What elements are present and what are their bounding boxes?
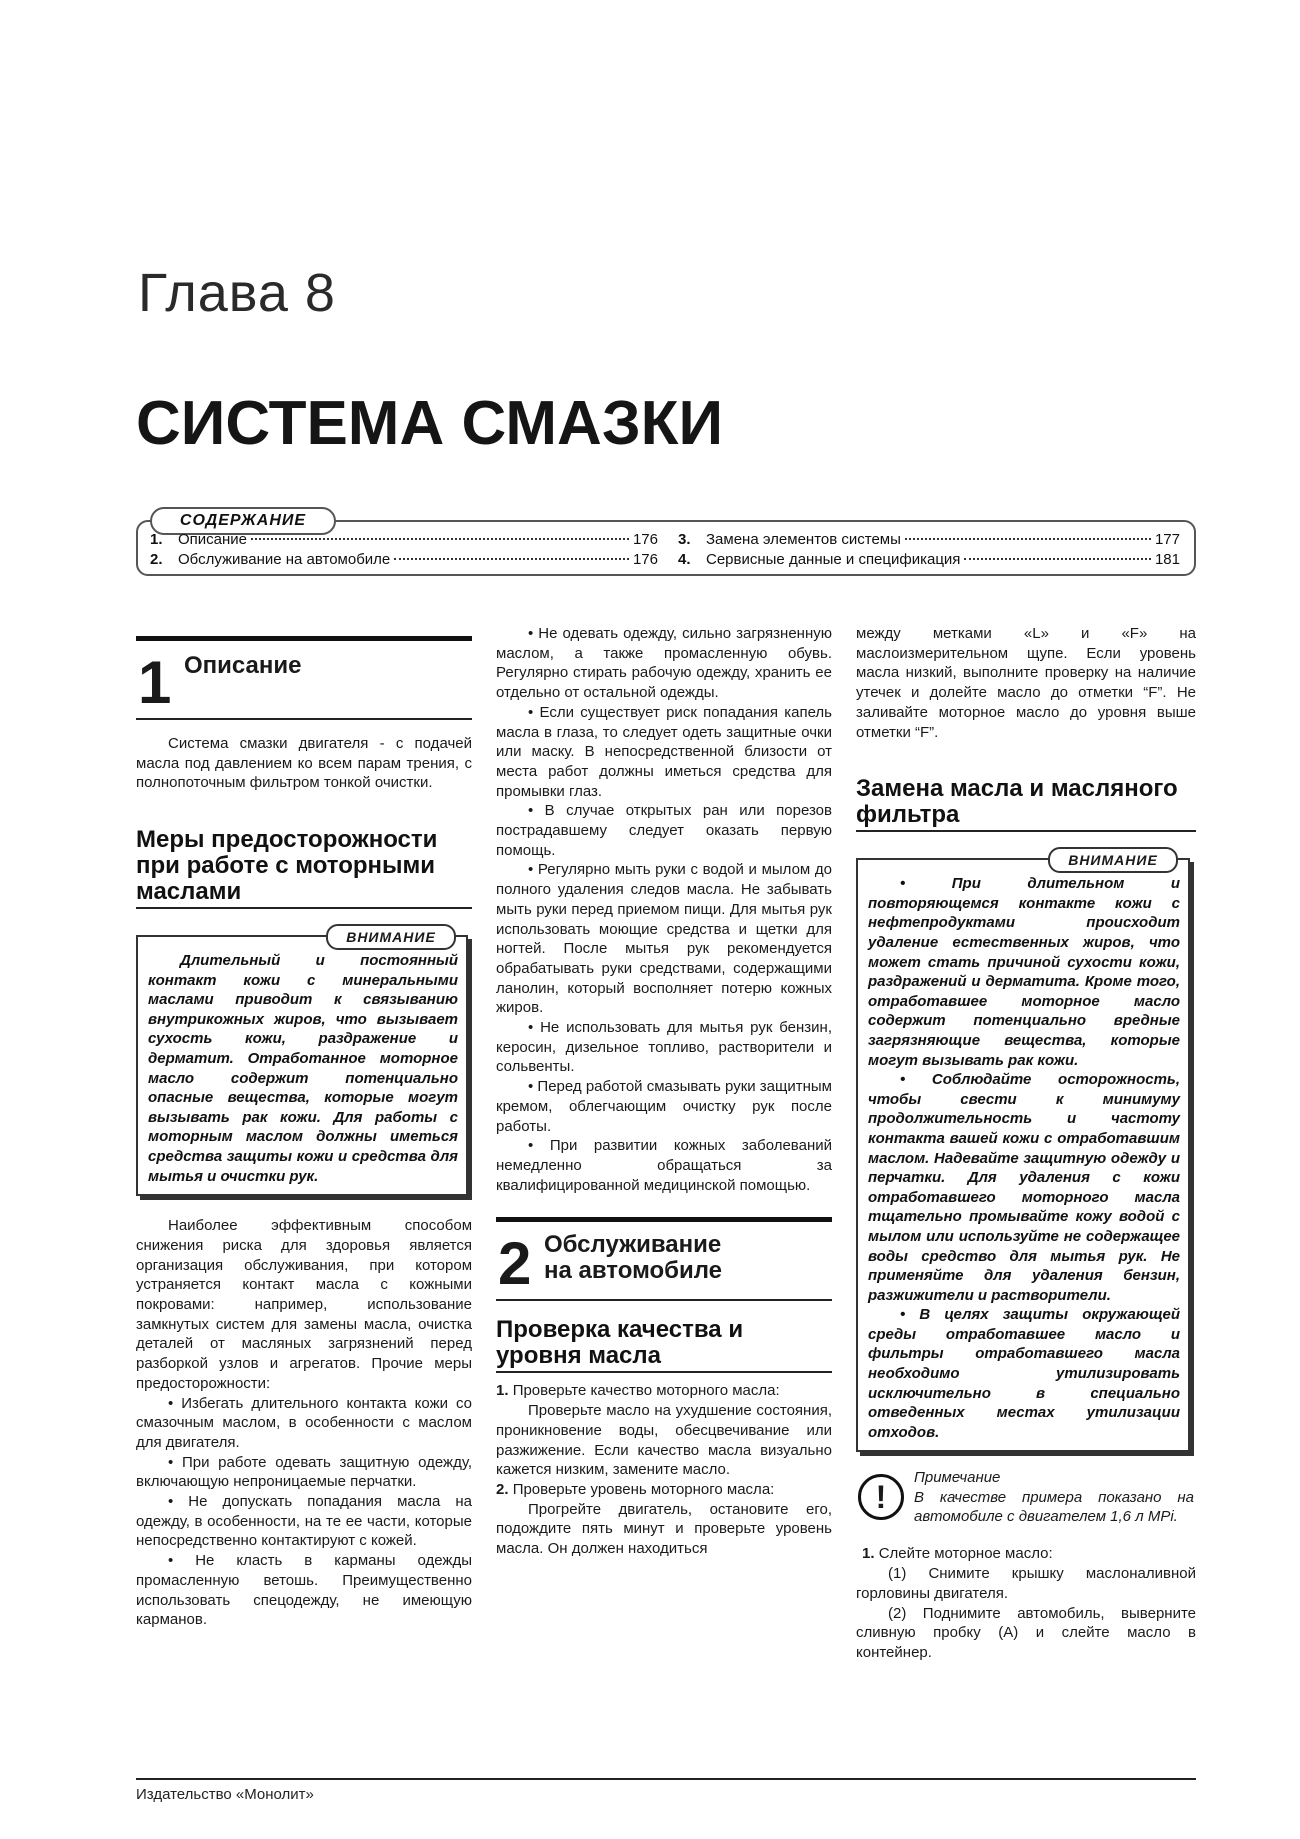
- toc-leader: [964, 558, 1151, 560]
- column-3: [856, 624, 1196, 1663]
- section-number: 2: [498, 1230, 532, 1298]
- column-1: [136, 636, 472, 1630]
- toc-label: Замена элементов системы: [706, 531, 901, 548]
- section-title: на автомобиле: [544, 1257, 723, 1285]
- warning-text: • В целях защиты окружающей среды отработавшее масло и фильтры отработавшего масла необходимо утилизировать исключительно в специально отведенных местах утилизации отходов.: [868, 1306, 1180, 1441]
- substep-item: (2) Поднимите автомобиль, выверните сливную пробку (А) и слейте масло в контейнер.: [856, 1604, 1196, 1661]
- bullet-item: • Не использовать для мытья рук бензин, керосин, дизельное топливо, растворители и сольвенты.: [496, 1019, 832, 1076]
- toc-label: Обслуживание на автомобиле: [178, 551, 391, 568]
- step-item: [856, 1544, 1196, 1564]
- bullet-item: • Избегать длительного контакта кожи со смазочным маслом, в особенности с маслом для двигателя.: [136, 1394, 472, 1451]
- contents-tag: СОДЕРЖАНИЕ: [150, 507, 336, 535]
- step-number: 1.: [862, 1545, 875, 1563]
- chapter-label: Глава 8: [138, 263, 336, 323]
- section-number: 1: [138, 649, 172, 716]
- toc-leader: [394, 558, 629, 560]
- note-title: Примечание: [914, 1469, 1001, 1487]
- section-2-header: [496, 1217, 832, 1301]
- step-text: Проверьте качество моторного масла:: [512, 1382, 780, 1400]
- note-text: В качестве примера показано на автомобиле с двигателем 1,6 л MPi.: [914, 1489, 1194, 1526]
- toc-num: 3.: [678, 531, 691, 548]
- warning-text: Длительный и постоянный контакт кожи с минеральными маслами приводит к связыванию внутрикожных жиров, что вызывает сухость кожи, раздражение и дерматит. Отработанное моторное масло содержит потенциально опасные вещества, которые могут вызывать рак кожи. Для работы с моторным маслом должны иметься средства защиты кожи и средства для мытья и очистки рук.: [148, 952, 458, 1185]
- section-title: Описание: [184, 652, 302, 679]
- warning-text: • При длительном и повторяющемся контакте кожи с нефтепродуктами происходит удаление естественных жиров, что может стать причиной сухости кожи, раздражений и дерматита. Кроме того, отработавшее моторное масло содержит потенциально вредные загрязняющие вещества, которые могут вызывать рак кожи.: [868, 875, 1180, 1069]
- exclamation-icon: !: [858, 1474, 904, 1520]
- substep-item: (1) Снимите крышку маслоналивной горловины двигателя.: [856, 1565, 1196, 1602]
- toc-label: Описание: [178, 531, 248, 548]
- warning-text: • Соблюдайте осторожность, чтобы свести к минимуму продолжительность и частоту контакта вашей кожи с отработавшим маслом. Надевайте защитную одежду и перчатки. Для удаления с кожи отработавшего моторного масла тщательно промывайте кожу водой с мылом или используйте не содержащее воды средство для мытья рук. Не применяйте для удаления бензин, разжижители и растворители.: [868, 1071, 1180, 1304]
- bullet-item: • Перед работой смазывать руки защитным кремом, облегчающим очистку рук после работы.: [496, 1078, 832, 1135]
- toc-num: 2.: [150, 551, 163, 568]
- publisher-footer: Издательство «Монолит»: [136, 1786, 314, 1803]
- step-text: Слейте моторное масло:: [878, 1545, 1053, 1563]
- bullet-item: • Регулярно мыть руки с водой и мылом до полного удаления следов масла. Не забывать мыть руки перед приемом пищи. Для мытья рук использовать моющие средства и щетки для ногтей. После мытья рук рекомендуется обрабатывать руки средствами, содержащими ланолин, который восполняет потерю кожных жиров.: [496, 861, 832, 1017]
- note-block: [856, 1468, 1196, 1526]
- toc-leader: [905, 538, 1151, 540]
- bullet-item: • Не допускать попадания масла на одежду, в особенности, на те ее части, которые непосредственно контактируют с кожей.: [136, 1493, 472, 1550]
- paragraph: Система смазки двигателя - с подачей масла под давлением ко всем парам трения, с полнопоточным фильтром тонкой очистки.: [136, 735, 472, 792]
- toc-num: 4.: [678, 551, 691, 568]
- toc-page: 177: [1154, 531, 1180, 548]
- bullet-item: • В случае открытых ран или порезов пострадавшему следует оказать первую помощь.: [496, 802, 832, 859]
- toc-item[interactable]: [678, 530, 1180, 549]
- toc-label: Сервисные данные и спецификация: [706, 551, 961, 568]
- contents-box: [136, 512, 1196, 576]
- bullet-item: • При развитии кожных заболеваний немедленно обращаться за квалифицированной медицинской помощью.: [496, 1137, 832, 1194]
- bullet-item: • Если существует риск попадания капель масла в глаза, то следует одеть защитные очки или маску. В непосредственной близости от места работ должны иметься средства для промывки глаз.: [496, 703, 832, 800]
- toc-num: 1.: [150, 531, 163, 548]
- step-item: [496, 1480, 832, 1500]
- step-text: Проверьте уровень моторного масла:: [512, 1480, 775, 1498]
- step-number: 1.: [496, 1382, 509, 1400]
- toc-item[interactable]: [678, 550, 1180, 569]
- warning-tag: ВНИМАНИЕ: [1048, 847, 1178, 873]
- step-number: 2.: [496, 1480, 509, 1498]
- chapter-title: СИСТЕМА СМАЗКИ: [136, 389, 724, 458]
- bullet-item: • При работе одевать защитную одежду, включающую непроницаемые перчатки.: [136, 1453, 472, 1491]
- toc-page: 176: [632, 551, 658, 568]
- bullet-item: • Не класть в карманы одежды промасленную ветошь. Преимущественно использовать спецодежду, не имеющую карманов.: [136, 1552, 472, 1629]
- paragraph: Прогрейте двигатель, остановите его, подождите пять минут и проверьте уровень масла. Он должен находиться: [496, 1500, 832, 1558]
- toc-leader: [251, 538, 629, 540]
- warning-box: [136, 929, 468, 1196]
- paragraph: Проверьте масло на ухудшение состояния, проникновение воды, обесцвечивание или разжижение. Если качество масла визуально кажется низким, замените масло.: [496, 1402, 832, 1479]
- subsection-title: Меры предосторожности при работе с моторными маслами: [136, 827, 472, 909]
- bullet-item: • Не одевать одежду, сильно загрязненную маслом, а также промасленную обувь. Регулярно стирать рабочую одежду, хранить ее отдельно от остальной одежды.: [496, 625, 832, 702]
- section-1-header: [136, 636, 472, 720]
- section-title: Обслуживание: [544, 1231, 722, 1259]
- subsection-title: Замена масла и масляного фильтра: [856, 776, 1196, 832]
- subsection-title: Проверка качества и уровня масла: [496, 1317, 832, 1373]
- toc-item[interactable]: [150, 550, 658, 569]
- step-item: [496, 1381, 832, 1401]
- warning-tag: ВНИМАНИЕ: [326, 924, 456, 950]
- toc-item[interactable]: [150, 530, 658, 549]
- warning-box: [856, 852, 1190, 1452]
- toc-page: 181: [1154, 551, 1180, 568]
- paragraph: Наиболее эффективным способом снижения риска для здоровья является организация обслуживания, при котором устраняется контакт масла с кожными покровами: например, использование замкнутых систем для замены масла, очистка деталей от масляных загрязнений перед разборкой узлов и агрегатов. Прочие меры предосторожности:: [136, 1217, 472, 1392]
- paragraph: между метками «L» и «F» на маслоизмерительном щупе. Если уровень масла низкий, выполните проверку на наличие утечек и долейте масло до отметки “F”. Не заливайте моторное масло до уровня выше отметки “F”.: [856, 625, 1196, 741]
- toc-page: 176: [632, 531, 658, 548]
- footer-divider: [136, 1778, 1196, 1780]
- column-2: [496, 624, 832, 1559]
